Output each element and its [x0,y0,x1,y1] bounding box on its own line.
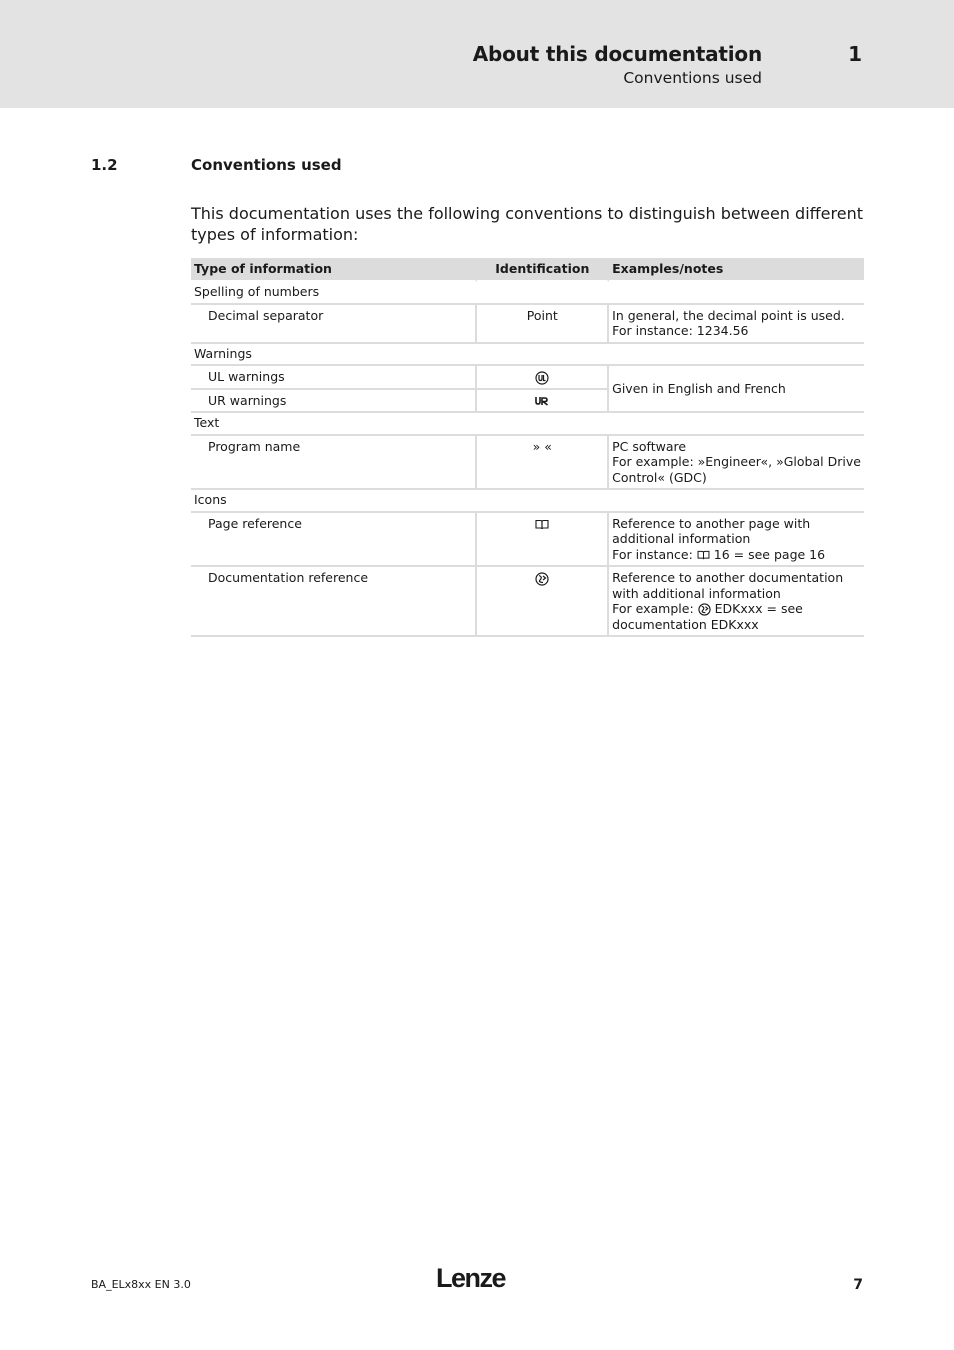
header-examples: Examples/notes [609,258,864,282]
chapter-number: 1 [848,42,862,66]
row-type: Decimal separator [191,305,477,344]
row-notes [609,567,864,637]
globe-arrow-icon [698,603,711,616]
group-row-text [191,413,864,436]
group-label: Warnings [191,344,864,367]
table-row [191,436,864,491]
row-identification [477,366,609,390]
note-line: For example: »Engineer«, »Global Drive Control« (GDC) [612,454,861,485]
table-row [191,366,864,390]
group-row-warnings [191,344,864,367]
book-icon [535,519,549,530]
conventions-table [191,258,864,637]
group-label: Icons [191,490,864,513]
row-notes: Given in English and French [609,366,864,413]
row-notes [609,305,864,344]
note-line: For instance: 1234.56 [612,323,749,338]
group-label: Spelling of numbers [191,282,864,305]
note-line [612,601,861,632]
header-identification: Identification [477,258,609,282]
table-header-row [191,258,864,282]
lenze-logo: Lenze [436,1263,506,1293]
ur-recognized-icon [535,396,549,406]
note-line: Reference to another page with additional information [612,515,811,546]
group-row-icons [191,490,864,513]
document-code: BA_ELx8xx EN 3.0 [91,1278,191,1291]
ul-listed-icon [535,371,549,385]
row-identification [477,513,609,568]
table-row [191,513,864,568]
intro-paragraph: This documentation uses the following conventions to distinguish between different types of information: [191,204,863,244]
row-type: Documentation reference [191,567,477,637]
table-row [191,567,864,637]
page-subtitle: Conventions used [623,69,762,87]
book-icon [697,550,710,560]
section-title: Conventions used [191,156,342,174]
section-number: 1.2 [91,156,118,174]
note-line: PC software [612,438,687,454]
table-row [191,305,864,344]
row-type: UR warnings [191,390,477,414]
note-line [612,547,861,563]
globe-arrow-icon [535,572,549,586]
note-line: In general, the decimal point is used. [612,307,845,323]
row-identification: » « [477,436,609,491]
row-type: UL warnings [191,366,477,390]
note-suffix: 16 = see page 16 [713,546,826,562]
row-notes [609,436,864,491]
group-row-numbers [191,282,864,305]
note-suffix: EDKxxx = see documentation EDKxxx [612,601,803,632]
page-number: 7 [853,1277,863,1293]
note-prefix: For instance: [612,546,693,562]
note-line: Reference to another documentation with additional information [612,570,844,601]
header-type: Type of information [191,258,477,282]
row-notes [609,513,864,568]
note-prefix: For example: [612,601,694,616]
row-identification [477,390,609,414]
row-type: Program name [191,436,477,491]
row-type: Page reference [191,513,477,568]
page-title: About this documentation [472,42,762,66]
group-label: Text [191,413,864,436]
row-identification [477,567,609,637]
row-identification: Point [477,305,609,344]
